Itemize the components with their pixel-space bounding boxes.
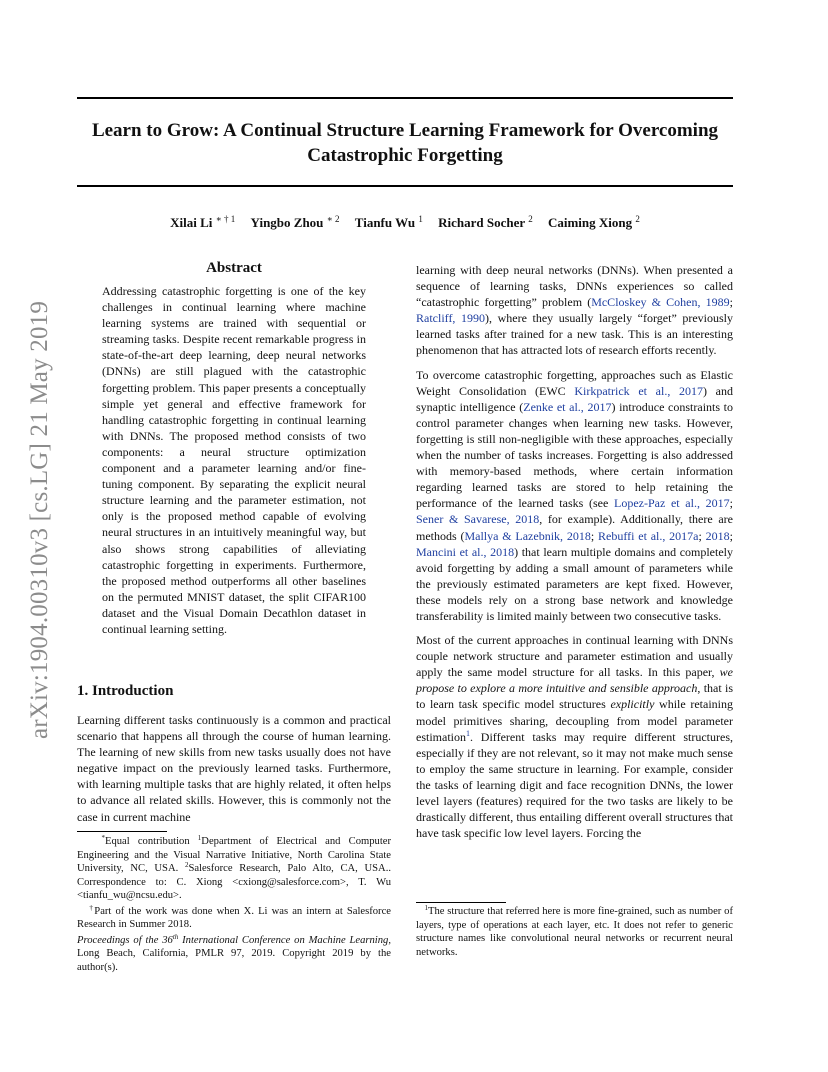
introduction-heading: 1. Introduction: [77, 683, 174, 699]
citation-link[interactable]: Rebuffi et al., 2017a: [598, 528, 699, 543]
citation-link[interactable]: Mallya & Lazebnik, 2018: [464, 528, 591, 543]
introduction-body: [77, 712, 391, 825]
intern-footnote: †Part of the work was done when X. Li was an intern at Salesforce Research in Summer 2018.: [77, 903, 391, 930]
paragraph-catastrophic-forgetting: learning with deep neural networks (DNNs). When presented a sequence of learning tasks, DNNs experiences so called “catastrophic forgetting” problem (McCloskey & Cohen, 1989; Ratcliff, 1990), where they usually largely “forget” previously learned tasks after trained for a new task. This is an interesting phenomenon that has attracted lots of research efforts recently.: [416, 263, 734, 358]
introduction-paragraph: Learning different tasks continuously is a common and practical scenario that happens all through the course of human learning. The learning of new skills from new tasks usually does not have negative impact on the previously learned tasks. Furthermore, with learning multiple tasks that are highly related, it often helps to advance all related skills. However, this is commonly not the case in current machine: [77, 713, 391, 824]
right-column-body: [416, 262, 733, 841]
author-affiliation-marks: 2: [528, 214, 533, 224]
paragraph-proposed-approach: Most of the current approaches in continual learning with DNNs couple network structure and parameter estimation and usually apply the same model structure for all tasks. In this paper, we propose to explore a more intuitive and sensible approach, that is to learn task specific model structures explicitly while retaining model primitives sharing, decoupling from model parameter estimation$^1$. Different tasks may require different structures, especially if they are not relevant, so it may not make much sense to employ the same structure in learning. For example, consider the tasks of learning digit and face recognition DNNs, the lower level layers (features) required for the two tasks are likely to be drastically different, thus entailing different overall structures that have task specific low level layers. Forcing the: [416, 633, 734, 841]
title-top-rule: [77, 97, 733, 99]
title-bottom-rule: [77, 185, 733, 187]
citation-link[interactable]: Mancini et al., 2018: [416, 544, 515, 559]
citation-link[interactable]: 2018: [705, 528, 730, 543]
footnote-rule-right: [416, 902, 506, 903]
author-affiliation-marks: ∗ 2: [326, 214, 340, 224]
author: Richard Socher $^2$: [438, 214, 533, 230]
paragraph-related-approaches: To overcome catastrophic forgetting, approaches such as Elastic Weight Consolidation (EWC Kirkpatrick et al., 2017) and synaptic intelligence (Zenke et al., 2017) introduce constraints to control parameter changes when learning new tasks. However, forgetting is still non-negligible with these approaches, especially when the number of tasks increases. Forgetting is also addressed with memory-based methods, where certain information regarding learned tasks are stored to help retaining the performance of the learned tasks (see Lopez-Paz et al., 2017; Sener & Savarese, 2018, for example). Additionally, there are methods (Mallya & Lazebnik, 2018; Rebuffi et al., 2017a; 2018; Mancini et al., 2018) that learn multiple domains and completely avoid forgetting by adding a small amount of parameters while the previously estimated parameters are kept fixed. However, these models rely on a strong base network and knowledge transferability is limited mainly between two consecutive tasks.: [416, 367, 734, 623]
proceedings-notice: Proceedings of the 36th International Conference on Machine Learning, Long Beach, California, PMLR 97, 2019. Copyright 2019 by the author(s).: [77, 932, 391, 973]
abstract-text: Addressing catastrophic forgetting is one of the key challenges in continual learning where machine learning systems are trained with sequential or streaming tasks. Despite recent remarkable progress in state-of-the-art deep learning, deep neural networks (DNNs) are still plagued with the catastrophic forgetting problem. This paper presents a conceptually simple yet general and effective framework for handling catastrophic forgetting in continual learning with DNNs. The proposed method consists of two components: a neural structure optimization component and a parameter learning and/or fine-tuning component. By separating the explicit neural structure learning and the parameter estimation, not only is the proposed method capable of evolving neural structures in an intuitively meaningful way, but also shows strong capabilities of alleviating catastrophic forgetting in experiments. Furthermore, the proposed method outperforms all other baselines on the permuted MNIST dataset, the split CIFAR100 dataset and the Visual Domain Decathlon dataset in continual learning setting.: [102, 284, 366, 636]
citation-link[interactable]: Zenke et al., 2017: [523, 399, 612, 414]
citation-link[interactable]: Sener & Savarese, 2018: [416, 512, 540, 527]
citation-link[interactable]: Lopez-Paz et al., 2017: [613, 496, 730, 511]
citation-link[interactable]: McCloskey & Cohen, 1989: [591, 295, 730, 310]
footnote-rule-left: [77, 831, 167, 832]
footnotes-left: [77, 835, 391, 974]
paper-title: [77, 118, 733, 168]
title-line-1: Learn to Grow: A Continual Structure Learning Framework for Overcoming: [91, 120, 719, 141]
affiliation-footnote: *Equal contribution $^1$Department of Electrical and Computer Engineering and the Visual Narrative Initiative, North Carolina State University, NC, USA. $^2$Salesforce Research, Palo Alto, CA, USA.. Correspondence to: C. Xiong <cxiong@salesforce.com>, T. Wu <tianfu_wu@ncsu.edu>.: [77, 834, 392, 901]
citation-link[interactable]: Ratcliff, 1990: [416, 311, 486, 326]
author: Tianfu Wu $^1$: [354, 214, 423, 230]
structure-footnote: $^1$The structure that referred here is more fine-grained, such as number of layers, type of operations at each layer, etc. It does not refer to generic structure names like convolutional neural networks or recurrent neural networks.: [416, 904, 733, 958]
footnote-link[interactable]: 1: [466, 728, 470, 738]
author-affiliation-marks: ∗ † 1: [215, 214, 236, 224]
author: Caiming Xiong $^2$: [547, 214, 640, 230]
author-list: [77, 215, 733, 231]
footnote-right: [416, 905, 733, 959]
author-affiliation-marks: 2: [635, 214, 640, 224]
author: Yingbo Zhou $^{∗ 2}$: [250, 214, 340, 230]
author: Xilai Li $^{∗ \dagger 1}$: [170, 214, 236, 230]
arxiv-identifier-stamp: arXiv:1904.00310v3 [cs.LG] 21 May 2019: [26, 300, 53, 740]
abstract-heading: Abstract: [206, 260, 262, 276]
citation-link[interactable]: Kirkpatrick et al., 2017: [574, 383, 703, 398]
title-line-2: Catastrophic Forgetting: [307, 145, 503, 166]
author-affiliation-marks: 1: [418, 214, 423, 224]
abstract-body: [102, 283, 366, 637]
